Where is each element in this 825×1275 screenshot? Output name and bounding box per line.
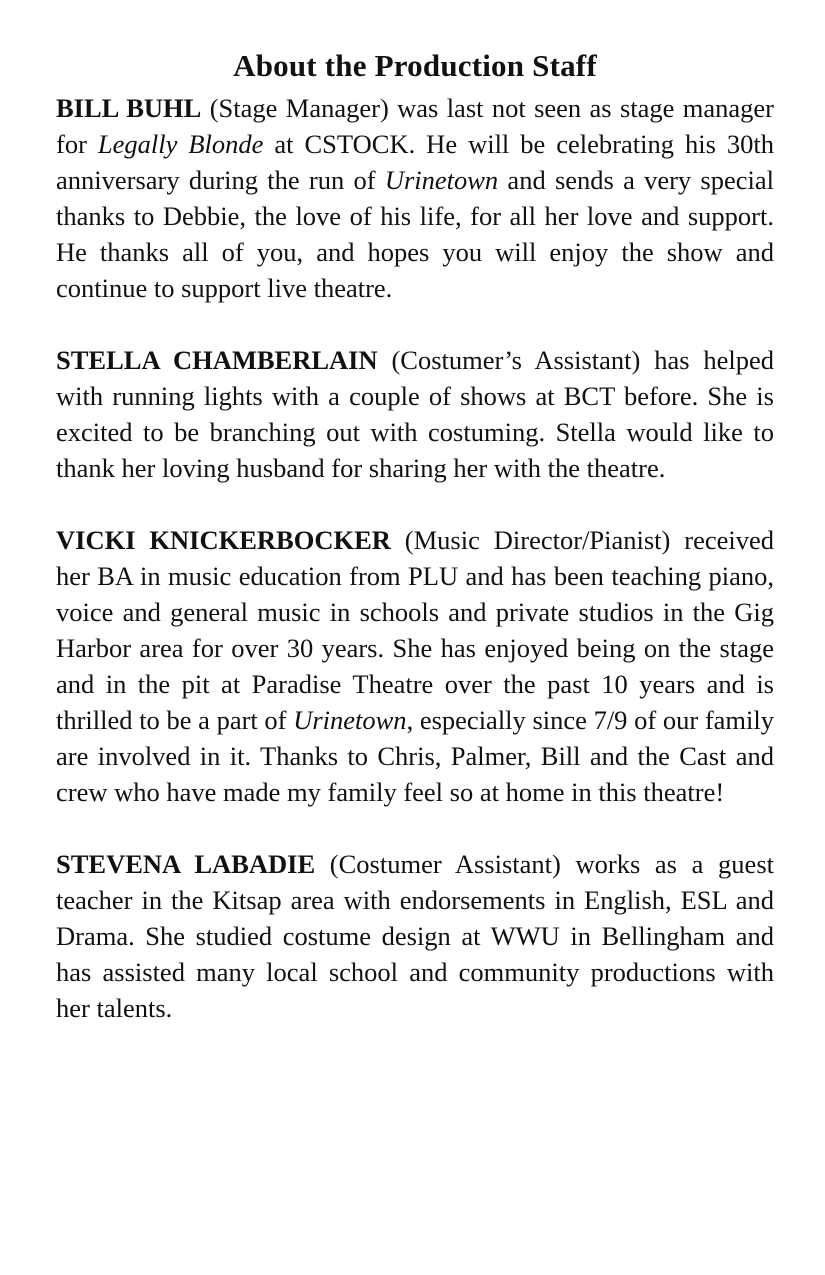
bio-name: VICKI KNICKERBOCKER <box>56 525 391 555</box>
program-page <box>56 46 774 1062</box>
bio-name: BILL BUHL <box>56 93 202 123</box>
page-title: About the Production Staff <box>233 48 597 83</box>
bio-bill-buhl <box>56 90 774 306</box>
bio-stella-chamberlain <box>56 342 774 486</box>
bio-text: , especially since 7/9 of our family are involved in it. Thanks to Chris, Palmer, Bill and the Cast and crew who have made my family feel so at home in this theatre! <box>56 705 774 807</box>
bio-text: (Stage Manager) was last not seen as stage manager for <box>56 93 774 159</box>
bio-text: and sends a very special thanks to Debbie, the love of his life, for all her love and support. He thanks all of you, and hopes you will enjoy the show and continue to support live theatre. <box>56 165 774 303</box>
bio-text: at CSTOCK. He will be celebrating his 30th anniversary during the run of <box>56 129 774 195</box>
show-title-urinetown: Urinetown <box>293 705 407 735</box>
bio-text: (Costumer’s Assistant) has helped with running lights with a couple of shows at BCT before. She is excited to be branching out with costuming. Stella would like to thank her loving husband for sharing her with the theatre. <box>56 345 774 483</box>
bio-vicki-knickerbocker <box>56 522 774 810</box>
show-title-legally-blonde: Legally Blonde <box>97 129 264 159</box>
show-title-urinetown: Urinetown <box>384 165 499 195</box>
bio-name: STEVENA LABADIE <box>56 849 316 879</box>
bio-name: STELLA CHAMBERLAIN <box>56 345 378 375</box>
bio-text: (Music Director/Pianist) received her BA in music education from PLU and has been teaching piano, voice and general music in schools and private studios in the Gig Harbor area for over 30 years. She has enjoyed being on the stage and in the pit at Paradise Theatre over the past 10 years and is thrilled to be a part of <box>56 525 774 735</box>
bio-stevena-labadie <box>56 846 774 1026</box>
bio-text: (Costumer Assistant) works as a guest teacher in the Kitsap area with endorsements in English, ESL and Drama. She studied costume design at WWU in Bellingham and has assisted many local school and community productions with her talents. <box>56 849 774 1023</box>
